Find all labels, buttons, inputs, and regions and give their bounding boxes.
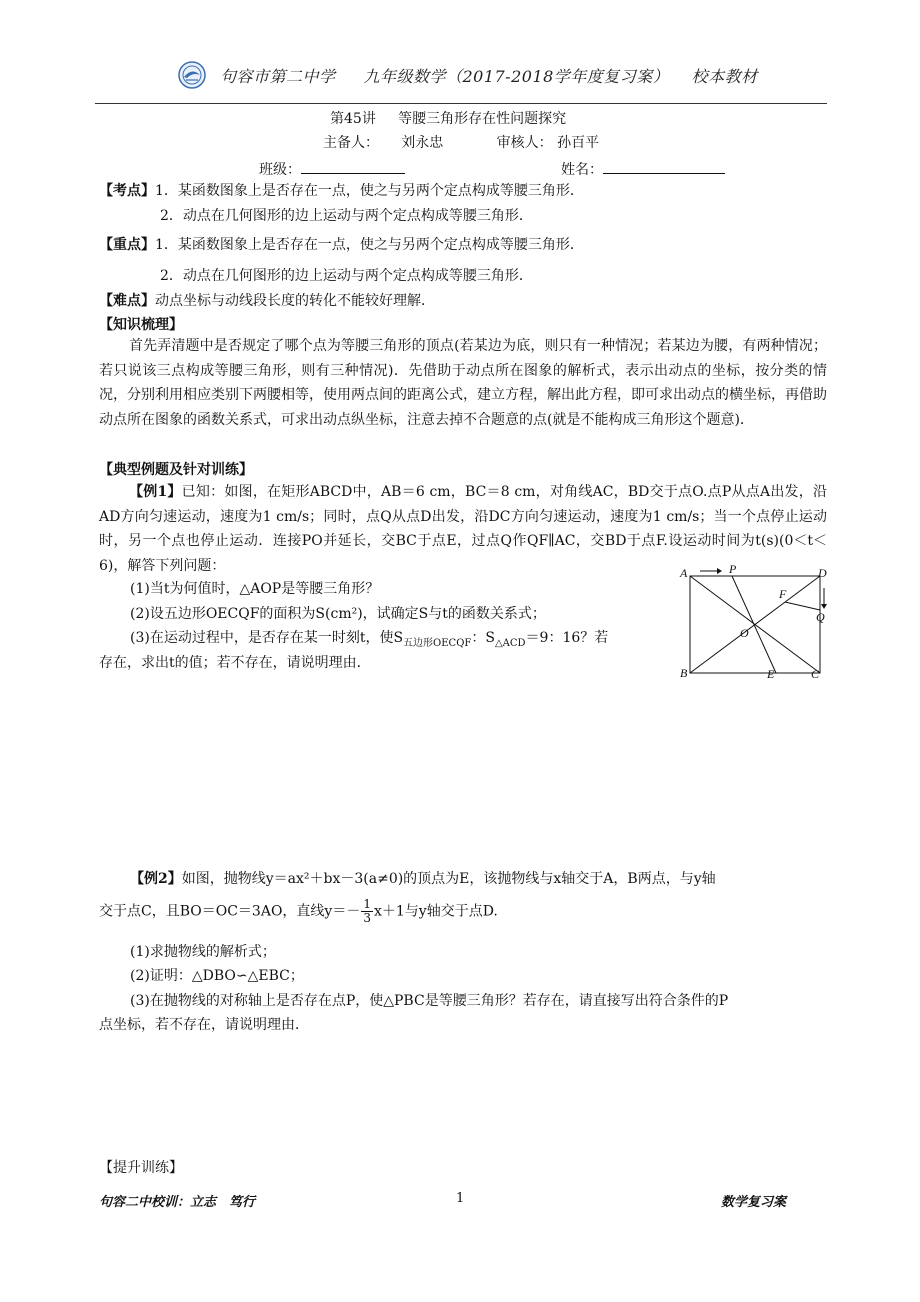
name-label: 姓名：: [561, 162, 603, 178]
label-c: C: [811, 667, 820, 681]
label-a: A: [680, 566, 688, 580]
example1-q2: (2)设五边形OECQF的面积为S(cm²)，试确定S与t的函数关系式；: [130, 606, 546, 622]
example2-q3-cont: 点坐标，若不存在，请说明理由．: [99, 1017, 309, 1033]
example2-label: 【例2】: [130, 871, 182, 887]
zhishi-paragraph: 首先弄清题中是否规定了哪个点为等腰三角形的顶点(若某边为底，则只有一种情况；若某边为腰，有两种情况；若只说该三点构成等腰三角形，则有三种情况)．先借助于动点所在图象的解析式，表示出动点的坐标，按分类的情况，分别利用相应类别下两腰相等，使用两点间的距离公式，建立方程，解出此方程，即可求出动点的横坐标，再借助动点所在图象的函数关系式，可求出动点纵坐标，注意去掉不合题意的点(就是不能构成三角形这个题意)．: [99, 338, 827, 428]
class-label: 班级：: [259, 162, 301, 178]
example2-q2: (2)证明：△DBO∽△EBC；: [130, 968, 304, 984]
example1-label: 【例1】: [129, 484, 182, 500]
zhongdian-item-1: [99, 234, 584, 254]
lecture-title: [330, 108, 566, 128]
label-o: O: [740, 626, 749, 640]
label-q: Q: [816, 610, 825, 624]
fraction-one-third: [361, 898, 373, 925]
example2-q3: (3)在抛物线的对称轴上是否存在点P，使△PBC是等腰三角形？若存在，请直接写出符合条件的P: [130, 993, 729, 1009]
example1-q3-sub-pentagon: 五边形OECQF: [403, 637, 472, 649]
tisheng-label: 【提升训练】: [99, 1160, 183, 1176]
class-blank[interactable]: [301, 158, 405, 174]
dianxing-label: 【典型例题及针对训练】: [99, 462, 253, 478]
example1-q1: (1)当t为何值时，△AOP是等腰三角形？: [130, 581, 380, 597]
page-number: 1: [456, 1191, 465, 1206]
example1-q3: [130, 627, 608, 649]
rectangle-figure: [672, 563, 832, 689]
school-logo-icon: [178, 61, 206, 89]
example2-text-2a: 交于点C，且BO＝OC＝3AO，直线y＝－: [99, 903, 361, 920]
example1-q3-part-c: ＝9：16？若: [525, 630, 609, 646]
example1-q3-part-b: ：S: [471, 630, 495, 646]
example2-text-1: 如图，抛物线y＝ax²＋bx－3(a≠0)的顶点为E，该抛物线与x轴交于A，B两点，与y轴: [181, 871, 716, 887]
nandian-text: 动点坐标与动线段长度的转化不能较好理解．: [155, 293, 435, 309]
footer-subject: 数学复习案: [721, 1195, 787, 1210]
zhongdian-text-1: 1．某函数图象上是否存在一点，使之与另两个定点构成等腰三角形．: [155, 237, 584, 253]
segment-qf: [785, 602, 820, 610]
example1-text: 已知：如图，在矩形ABCD中，AB＝6 cm，BC＝8 cm，对角线AC，BD交于点O.点P从点A出发，沿AD方向匀速运动，速度为1 cm/s；同时，点Q从点D出发，沿DC方向匀速运动，速度为1 cm/s；当一个点停止运动时，另一个点也停止运动．连接PO并延长，交BC于点E，过点Q作QF∥AC，交BD于点F.设运动时间为t(s)(0＜t＜6)，解答下列问题：: [99, 484, 828, 574]
fraction-denominator: 3: [363, 911, 371, 925]
header-course: 九年级数学（2017-2018学年度复习案）: [363, 67, 670, 86]
label-d: D: [818, 566, 827, 580]
kaodian-item-1: [99, 180, 584, 200]
kaodian-text-1: 1．某函数图象上是否存在一点，使之与另两个定点构成等腰三角形．: [155, 183, 584, 199]
example2-text-2b: x＋1与y轴交于点D.: [373, 903, 498, 920]
footer-motto: 句容二中校训：立志 笃行: [99, 1195, 256, 1210]
nandian-row: [99, 290, 435, 310]
header-tag: 校本教材: [691, 67, 758, 86]
label-p: P: [729, 563, 737, 576]
name-field: [561, 158, 725, 179]
name-blank[interactable]: [603, 158, 725, 174]
zhishi-label: 【知识梳理】: [99, 317, 183, 333]
preparer-row: [323, 132, 599, 152]
class-field: [259, 158, 405, 179]
kaodian-item-2: 2．动点在几何图形的边上运动与两个定点构成等腰三角形．: [160, 208, 533, 224]
example1-q3-cont: 存在，求出t的值；若不存在，请说明理由．: [99, 655, 371, 671]
example2-line-2: [99, 898, 498, 925]
example1-q3-sub-triangle: △ACD: [494, 637, 526, 649]
segment-pe: [732, 576, 776, 673]
fraction-numerator: 1: [363, 897, 371, 911]
example2-q1: (1)求抛物线的解析式；: [130, 944, 276, 960]
header-divider: [95, 103, 827, 104]
label-f: F: [779, 587, 787, 601]
preparer-name: 刘永忠: [401, 135, 444, 151]
preparer-label: 主备人：: [323, 135, 379, 151]
example2-line-1: [130, 868, 716, 888]
header-school: 句容市第二中学: [220, 67, 336, 86]
kaodian-label: 【考点】: [99, 183, 155, 199]
zhongdian-item-2: 2．动点在几何图形的边上运动与两个定点构成等腰三角形．: [160, 268, 533, 284]
page-header: [220, 64, 758, 87]
label-e: E: [767, 667, 775, 681]
example1-q3-part-a: (3)在运动过程中，是否存在某一时刻t，使S: [130, 630, 404, 646]
arrowhead-ap: [717, 568, 722, 574]
lecture-topic: 等腰三角形存在性问题探究: [398, 111, 567, 127]
reviewer-label: 审核人：: [496, 135, 553, 151]
nandian-label: 【难点】: [99, 293, 155, 309]
reviewer-name: 孙百平: [557, 135, 600, 151]
lecture-number: 第45讲: [330, 111, 376, 127]
label-b: B: [680, 666, 688, 680]
arrowhead-dq: [821, 604, 827, 609]
zhongdian-label: 【重点】: [99, 237, 155, 253]
